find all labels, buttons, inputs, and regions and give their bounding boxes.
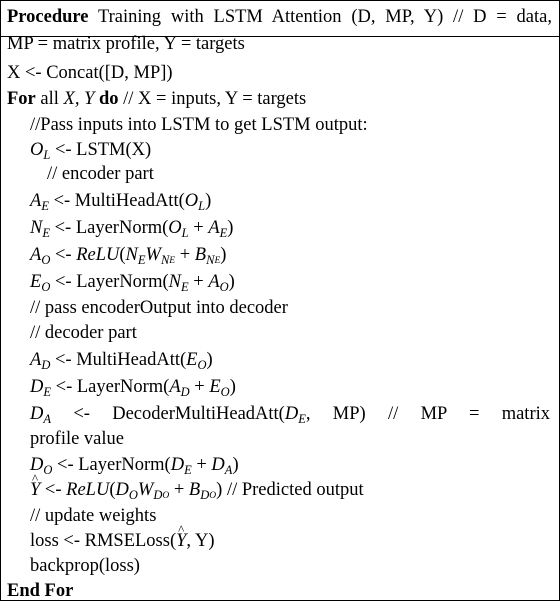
y-open: ( bbox=[109, 480, 116, 500]
ne-plus: + bbox=[188, 218, 209, 238]
ae-arg-sub: L bbox=[198, 199, 206, 213]
for-all-text: all bbox=[35, 89, 64, 109]
procedure-signature: Training with LSTM Attention (D, MP, Y) // D = data, bbox=[88, 7, 552, 27]
de-line bbox=[30, 375, 236, 399]
eo-line bbox=[30, 270, 235, 294]
do-arg1-sub: E bbox=[184, 463, 192, 477]
da-var: D bbox=[30, 404, 44, 424]
y-arrow: <- bbox=[40, 480, 67, 500]
ne-arg2: A bbox=[208, 218, 220, 238]
do-close: ) bbox=[232, 455, 239, 475]
y-close: ) bbox=[216, 480, 223, 500]
ne-arg1-sub: L bbox=[181, 226, 189, 240]
update-comment: // update weights bbox=[30, 506, 157, 526]
ad-arg-sub: O bbox=[197, 358, 207, 372]
ne-arg2-sub: E bbox=[219, 226, 228, 240]
da-sub: A bbox=[43, 412, 52, 426]
ae-arg: O bbox=[184, 191, 199, 211]
y-d: D bbox=[115, 480, 129, 500]
ao-b-sub: N bbox=[206, 253, 215, 267]
y-plus: + bbox=[169, 480, 189, 500]
da-arg-sub: E bbox=[298, 412, 306, 426]
ad-line bbox=[30, 348, 213, 372]
ne-close: ) bbox=[227, 218, 234, 238]
ao-b-sub2: E bbox=[214, 256, 221, 266]
loss-line bbox=[30, 529, 215, 553]
ao-w-sub2: E bbox=[169, 256, 176, 266]
concat-line: X <- Concat([D, MP]) bbox=[7, 63, 173, 83]
ne-line bbox=[30, 216, 233, 240]
y-hat: ^ Y bbox=[30, 478, 40, 502]
eo-var: E bbox=[30, 272, 42, 292]
do-line bbox=[30, 453, 239, 477]
ne-func: <- LayerNorm( bbox=[49, 218, 169, 238]
ne-sub: E bbox=[42, 226, 50, 240]
ae-line bbox=[30, 189, 211, 213]
de-arg1: A bbox=[169, 377, 181, 397]
for-line bbox=[7, 87, 306, 111]
do-keyword: do bbox=[94, 89, 119, 109]
do-var: D bbox=[30, 455, 44, 475]
do-plus: + bbox=[191, 455, 212, 475]
eo-arg1-sub: E bbox=[181, 280, 189, 294]
ao-open: ( bbox=[119, 245, 126, 265]
de-arg2-sub: O bbox=[220, 385, 230, 399]
ne-var: N bbox=[30, 218, 43, 238]
backprop-line: backprop(loss) bbox=[30, 556, 140, 576]
y-b-sub2: O bbox=[209, 491, 217, 501]
de-sub: E bbox=[43, 385, 52, 399]
da-func: <- DecoderMultiHeadAtt( bbox=[51, 404, 285, 424]
da-arg: D bbox=[284, 404, 299, 424]
ao-w: W bbox=[145, 245, 161, 265]
de-arg2: E bbox=[209, 377, 221, 397]
ao-plus: + bbox=[175, 245, 195, 265]
de-plus: + bbox=[189, 377, 210, 397]
da-line bbox=[30, 402, 550, 426]
ne-arg1: O bbox=[168, 218, 182, 238]
ol-sub: L bbox=[43, 148, 51, 162]
ao-n: N bbox=[125, 245, 138, 265]
ol-var: O bbox=[30, 140, 44, 160]
eo-close: ) bbox=[228, 272, 235, 292]
loss-func: loss <- RMSELoss( bbox=[30, 531, 177, 551]
for-vars: X, Y bbox=[63, 89, 95, 109]
y-comment: // Predicted output bbox=[222, 480, 364, 500]
ao-close: ) bbox=[220, 245, 227, 265]
eo-sub: O bbox=[41, 280, 51, 294]
for-comment: // X = inputs, Y = targets bbox=[118, 89, 307, 109]
ao-var: A bbox=[30, 245, 42, 265]
ao-sub: O bbox=[41, 253, 51, 267]
do-func: <- LayerNorm( bbox=[52, 455, 171, 475]
y-d-sub: O bbox=[128, 488, 138, 502]
do-arg1: D bbox=[170, 455, 185, 475]
ao-arrow: <- bbox=[50, 245, 77, 265]
pass-comment: // pass encoderOutput into decoder bbox=[30, 298, 288, 318]
ae-func: <- MultiHeadAtt( bbox=[48, 191, 185, 211]
eo-arg2: A bbox=[208, 272, 220, 292]
ao-relu: ReLU bbox=[76, 245, 120, 265]
ad-var: A bbox=[30, 350, 42, 370]
decoder-comment: // decoder part bbox=[30, 323, 137, 343]
ol-line bbox=[30, 138, 151, 162]
da-line-cont: profile value bbox=[30, 429, 124, 449]
ad-arg: E bbox=[186, 350, 198, 370]
eo-arg1: N bbox=[168, 272, 181, 292]
ae-var: A bbox=[30, 191, 42, 211]
procedure-line bbox=[7, 5, 552, 29]
do-arg2-sub: A bbox=[224, 463, 233, 477]
lstm-comment: //Pass inputs into LSTM to get LSTM output: bbox=[30, 115, 368, 135]
y-b: B bbox=[188, 480, 201, 500]
ad-sub: D bbox=[41, 358, 51, 372]
loss-yhat: ^ Y bbox=[176, 529, 186, 553]
ae-sub: E bbox=[41, 199, 49, 213]
ao-w-sub: N bbox=[160, 253, 170, 267]
de-var: D bbox=[30, 377, 44, 397]
y-line bbox=[30, 478, 364, 502]
y-w: W bbox=[137, 480, 154, 500]
for-keyword: For bbox=[7, 89, 36, 109]
encoder-comment: // encoder part bbox=[47, 164, 154, 184]
da-rest: , MP) // MP = matrix bbox=[305, 404, 550, 424]
de-arg1-sub: D bbox=[180, 385, 190, 399]
end-for-line: End For bbox=[7, 581, 74, 601]
eo-arg2-sub: O bbox=[219, 280, 229, 294]
procedure-keyword: Procedure bbox=[7, 7, 89, 27]
y-w-sub2: O bbox=[162, 491, 170, 501]
eo-plus: + bbox=[188, 272, 209, 292]
y-b-sub: D bbox=[200, 488, 210, 502]
de-func: <- LayerNorm( bbox=[51, 377, 170, 397]
do-arg2: D bbox=[211, 455, 225, 475]
ae-close: ) bbox=[205, 191, 212, 211]
de-close: ) bbox=[229, 377, 236, 397]
ao-n-sub: E bbox=[137, 253, 146, 267]
procedure-line-cont: MP = matrix profile, Y = targets bbox=[7, 34, 245, 54]
y-w-sub: D bbox=[153, 488, 163, 502]
ao-line bbox=[30, 243, 226, 267]
loss-post: , Y) bbox=[186, 531, 215, 551]
ao-b: B bbox=[194, 245, 207, 265]
ol-rhs: <- LSTM(X) bbox=[50, 140, 152, 160]
ad-func: <- MultiHeadAtt( bbox=[50, 350, 187, 370]
eo-func: <- LayerNorm( bbox=[50, 272, 169, 292]
do-sub: O bbox=[43, 463, 53, 477]
y-relu: ReLU bbox=[66, 480, 110, 500]
ad-close: ) bbox=[206, 350, 213, 370]
